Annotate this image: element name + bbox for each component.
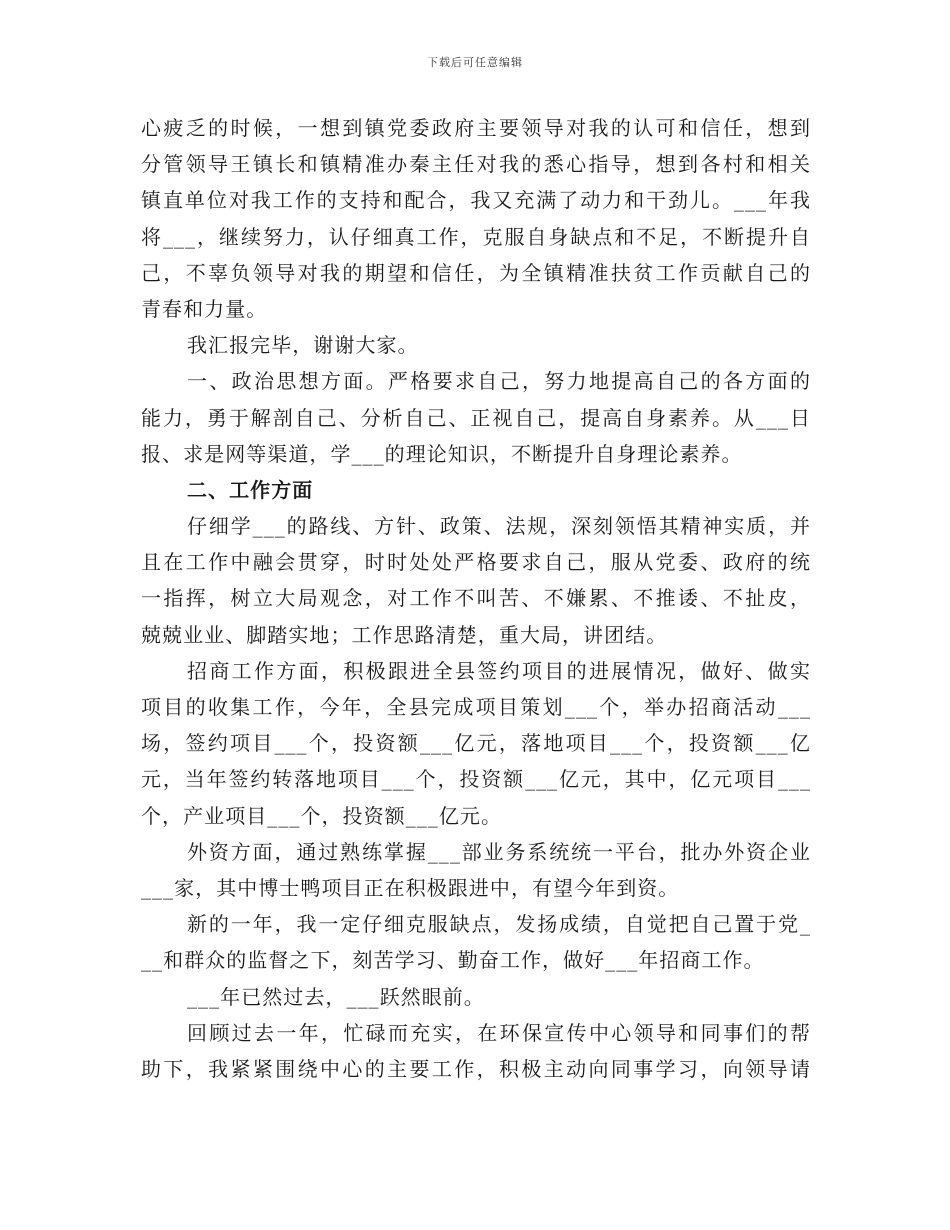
text-line: 场，签约项目___个，投资额___亿元，落地项目___个，投资额___亿 — [141, 731, 811, 756]
text-line: 且在工作中融会贯穿，时时处处严格要求自己，服从党委、政府的统 — [141, 550, 811, 575]
text-line: 仔细学___的路线、方针、政策、法规，深刻领悟其精神实质，并 — [187, 514, 811, 539]
text-line: 外资方面，通过熟练掌握___部业务系统统一平台，批办外资企业 — [187, 839, 811, 864]
page-header: 下载后可任意编辑 — [427, 56, 523, 69]
text-line: 我汇报完毕，谢谢大家。 — [187, 333, 419, 358]
text-line: 回顾过去一年，忙碌而充实，在环保宣传中心领导和同事们的帮 — [187, 1020, 811, 1045]
text-line: 一、政治思想方面。严格要求自己，努力地提高自己的各方面的 — [187, 369, 811, 394]
body-text — [141, 110, 811, 1087]
text-line: 一指挥，树立大局观念，对工作不叫苦、不嫌累、不推诿、不扯皮， — [141, 586, 811, 611]
text-line: 个，产业项目___个，投资额___亿元。 — [141, 803, 502, 828]
section-heading: 二、工作方面 — [187, 477, 314, 502]
text-line: 己，不辜负领导对我的期望和信任，为全镇精准扶贫工作贡献自己的 — [141, 260, 811, 285]
text-line: 能力，勇于解剖自己、分析自己、正视自己，提高自身素养。从___日 — [141, 405, 811, 430]
text-line: 元，当年签约转落地项目___个，投资额___亿元，其中，亿元项目___ — [141, 767, 811, 792]
text-line: __和群众的监督之下，刻苦学习、勤奋工作，做好___年招商工作。 — [141, 948, 765, 973]
text-line: 助下，我紧紧围绕中心的主要工作，积极主动向同事学习，向领导请 — [141, 1056, 811, 1081]
text-line: 心疲乏的时候，一想到镇党委政府主要领导对我的认可和信任，想到 — [141, 116, 811, 140]
text-line: 兢兢业业、脚踏实地；工作思路清楚，重大局，讲团结。 — [141, 622, 668, 647]
text-line: 分管领导王镇长和镇精准办秦主任对我的悉心指导，想到各村和相关 — [141, 152, 811, 177]
text-line: 青春和力量。 — [141, 296, 268, 321]
text-line: 新的一年，我一定仔细克服缺点，发扬成绩，自觉把自己置于党_ — [187, 912, 811, 937]
text-line: 报、求是网等渠道，学___的理论知识，不断提升自身理论素养。 — [141, 441, 743, 466]
text-line: 镇直单位对我工作的支持和配合，我又充满了动力和干劲儿。___年我 — [141, 188, 811, 213]
text-line: 招商工作方面，积极跟进全县签约项目的进展情况，做好、做实 — [187, 658, 811, 683]
text-line: 将___，继续努力，认仔细真工作，克服自身缺点和不足，不断提升自 — [141, 224, 811, 249]
text-line: ___年已然过去，___跃然眼前。 — [187, 984, 485, 1009]
text-line: ___家，其中博士鸭项目正在积极跟进中，有望今年到资。 — [141, 875, 680, 900]
text-line: 项目的收集工作，今年，全县完成项目策划___个，举办招商活动___ — [141, 695, 811, 719]
